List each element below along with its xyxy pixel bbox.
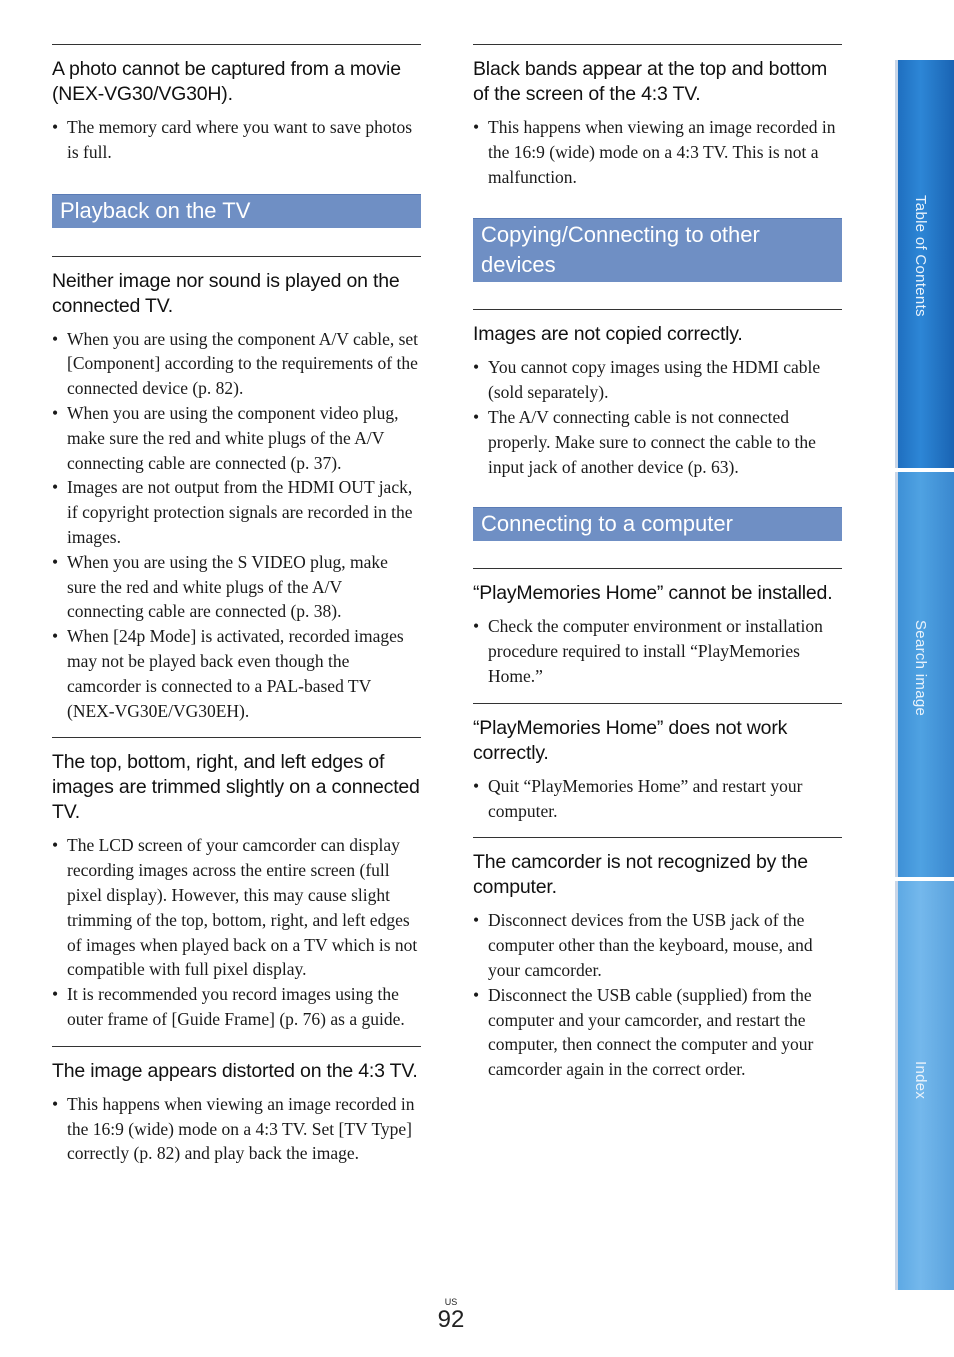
answer-item: • When you are using the component video plug, make sure the red and white plugs of the A/V connecting cable are connected (p. 37).	[52, 401, 421, 475]
answer-item: • The memory card where you want to save photos is full.	[52, 115, 421, 165]
divider	[473, 837, 842, 838]
question-heading: Black bands appear at the top and bottom of the screen of the 4:3 TV.	[473, 58, 828, 105]
side-navigation	[895, 60, 954, 1290]
answer-item: • When you are using the component A/V cable, set [Component] according to the requirements of the connected device (p. 82).	[52, 327, 421, 401]
answer-item: • Disconnect the USB cable (supplied) from the computer and your camcorder, and restart the computer, then connect the computer and your camcorder again in the correct order.	[473, 983, 842, 1082]
answer-item: • Quit “PlayMemories Home” and restart your computer.	[473, 774, 842, 824]
tab-label: Index	[912, 1061, 929, 1100]
question-heading: Images are not copied correctly.	[473, 323, 743, 346]
question-heading: Neither image nor sound is played on the connected TV.	[52, 269, 400, 317]
answer-item: • You cannot copy images using the HDMI cable (sold separately).	[473, 355, 842, 405]
answer-item: • Check the computer environment or installation procedure required to install “PlayMemories Home.”	[473, 614, 842, 688]
page-number-value: 92	[437, 1306, 465, 1333]
section-title-copying-connecting: Copying/Connecting to other devices	[473, 218, 842, 282]
tab-label: Table of Contents	[912, 195, 929, 317]
question-heading: “PlayMemories Home” does not work correctly.	[473, 716, 788, 764]
divider	[52, 1046, 421, 1047]
section-title-playback-tv: Playback on the TV	[52, 194, 421, 228]
divider	[473, 44, 842, 45]
answer-list	[52, 115, 421, 165]
question-heading: The image appears distorted on the 4:3 TV.	[52, 1059, 418, 1082]
tab-index[interactable]	[895, 881, 954, 1290]
divider	[473, 568, 842, 569]
answer-item: • Images are not output from the HDMI OUT jack, if copyright protection signals are recorded in the images.	[52, 475, 421, 549]
question-heading: “PlayMemories Home” cannot be installed.	[473, 582, 833, 605]
right-column	[473, 44, 842, 1082]
left-column	[52, 44, 421, 1166]
answer-list	[473, 355, 842, 479]
answer-item: • This happens when viewing an image recorded in the 16:9 (wide) mode on a 4:3 TV. Set [TV Type] correctly (p. 82) and play back the image.	[52, 1092, 421, 1166]
question-heading: The camcorder is not recognized by the computer.	[473, 851, 808, 899]
tab-label: Search image	[912, 620, 929, 717]
tab-search-image[interactable]	[895, 472, 954, 877]
answer-list	[473, 614, 842, 688]
answer-list	[52, 833, 421, 1031]
answer-item: • This happens when viewing an image recorded in the 16:9 (wide) mode on a 4:3 TV. This is not a malfunction.	[473, 115, 842, 189]
divider	[473, 309, 842, 310]
page-number	[436, 1297, 466, 1333]
divider	[473, 703, 842, 704]
page-region-code: US	[444, 1297, 458, 1307]
question-heading: A photo cannot be captured from a movie (NEX-VG30/VG30H).	[52, 58, 401, 105]
answer-item: • When [24p Mode] is activated, recorded images may not be played back even though the camcorder is connected to a PAL-based TV (NEX-VG30E/VG30EH).	[52, 624, 421, 723]
answer-list	[473, 774, 842, 824]
answer-item: • It is recommended you record images using the outer frame of [Guide Frame] (p. 76) as a guide.	[52, 982, 421, 1032]
section-title-connecting-computer: Connecting to a computer	[473, 507, 842, 541]
divider	[52, 256, 421, 257]
answer-item: • The LCD screen of your camcorder can display recording images across the entire screen (full pixel display). However, this may cause slight trimming of the top, bottom, right, and left edges of images when played back on a TV which is not compatible with full pixel display.	[52, 833, 421, 982]
tab-table-of-contents[interactable]	[895, 60, 954, 468]
answer-list	[473, 908, 842, 1082]
answer-list	[52, 327, 421, 724]
divider	[52, 737, 421, 738]
answer-list	[52, 1092, 421, 1166]
answer-item: • The A/V connecting cable is not connected properly. Make sure to connect the cable to the input jack of another device (p. 63).	[473, 405, 842, 479]
divider	[52, 44, 421, 45]
question-heading: The top, bottom, right, and left edges of images are trimmed slightly on a connected TV.	[52, 751, 420, 824]
answer-item: • Disconnect devices from the USB jack of the computer other than the keyboard, mouse, and your camcorder.	[473, 908, 842, 982]
answer-item: • When you are using the S VIDEO plug, make sure the red and white plugs of the A/V connecting cable are connected (p. 38).	[52, 550, 421, 624]
answer-list	[473, 115, 842, 189]
